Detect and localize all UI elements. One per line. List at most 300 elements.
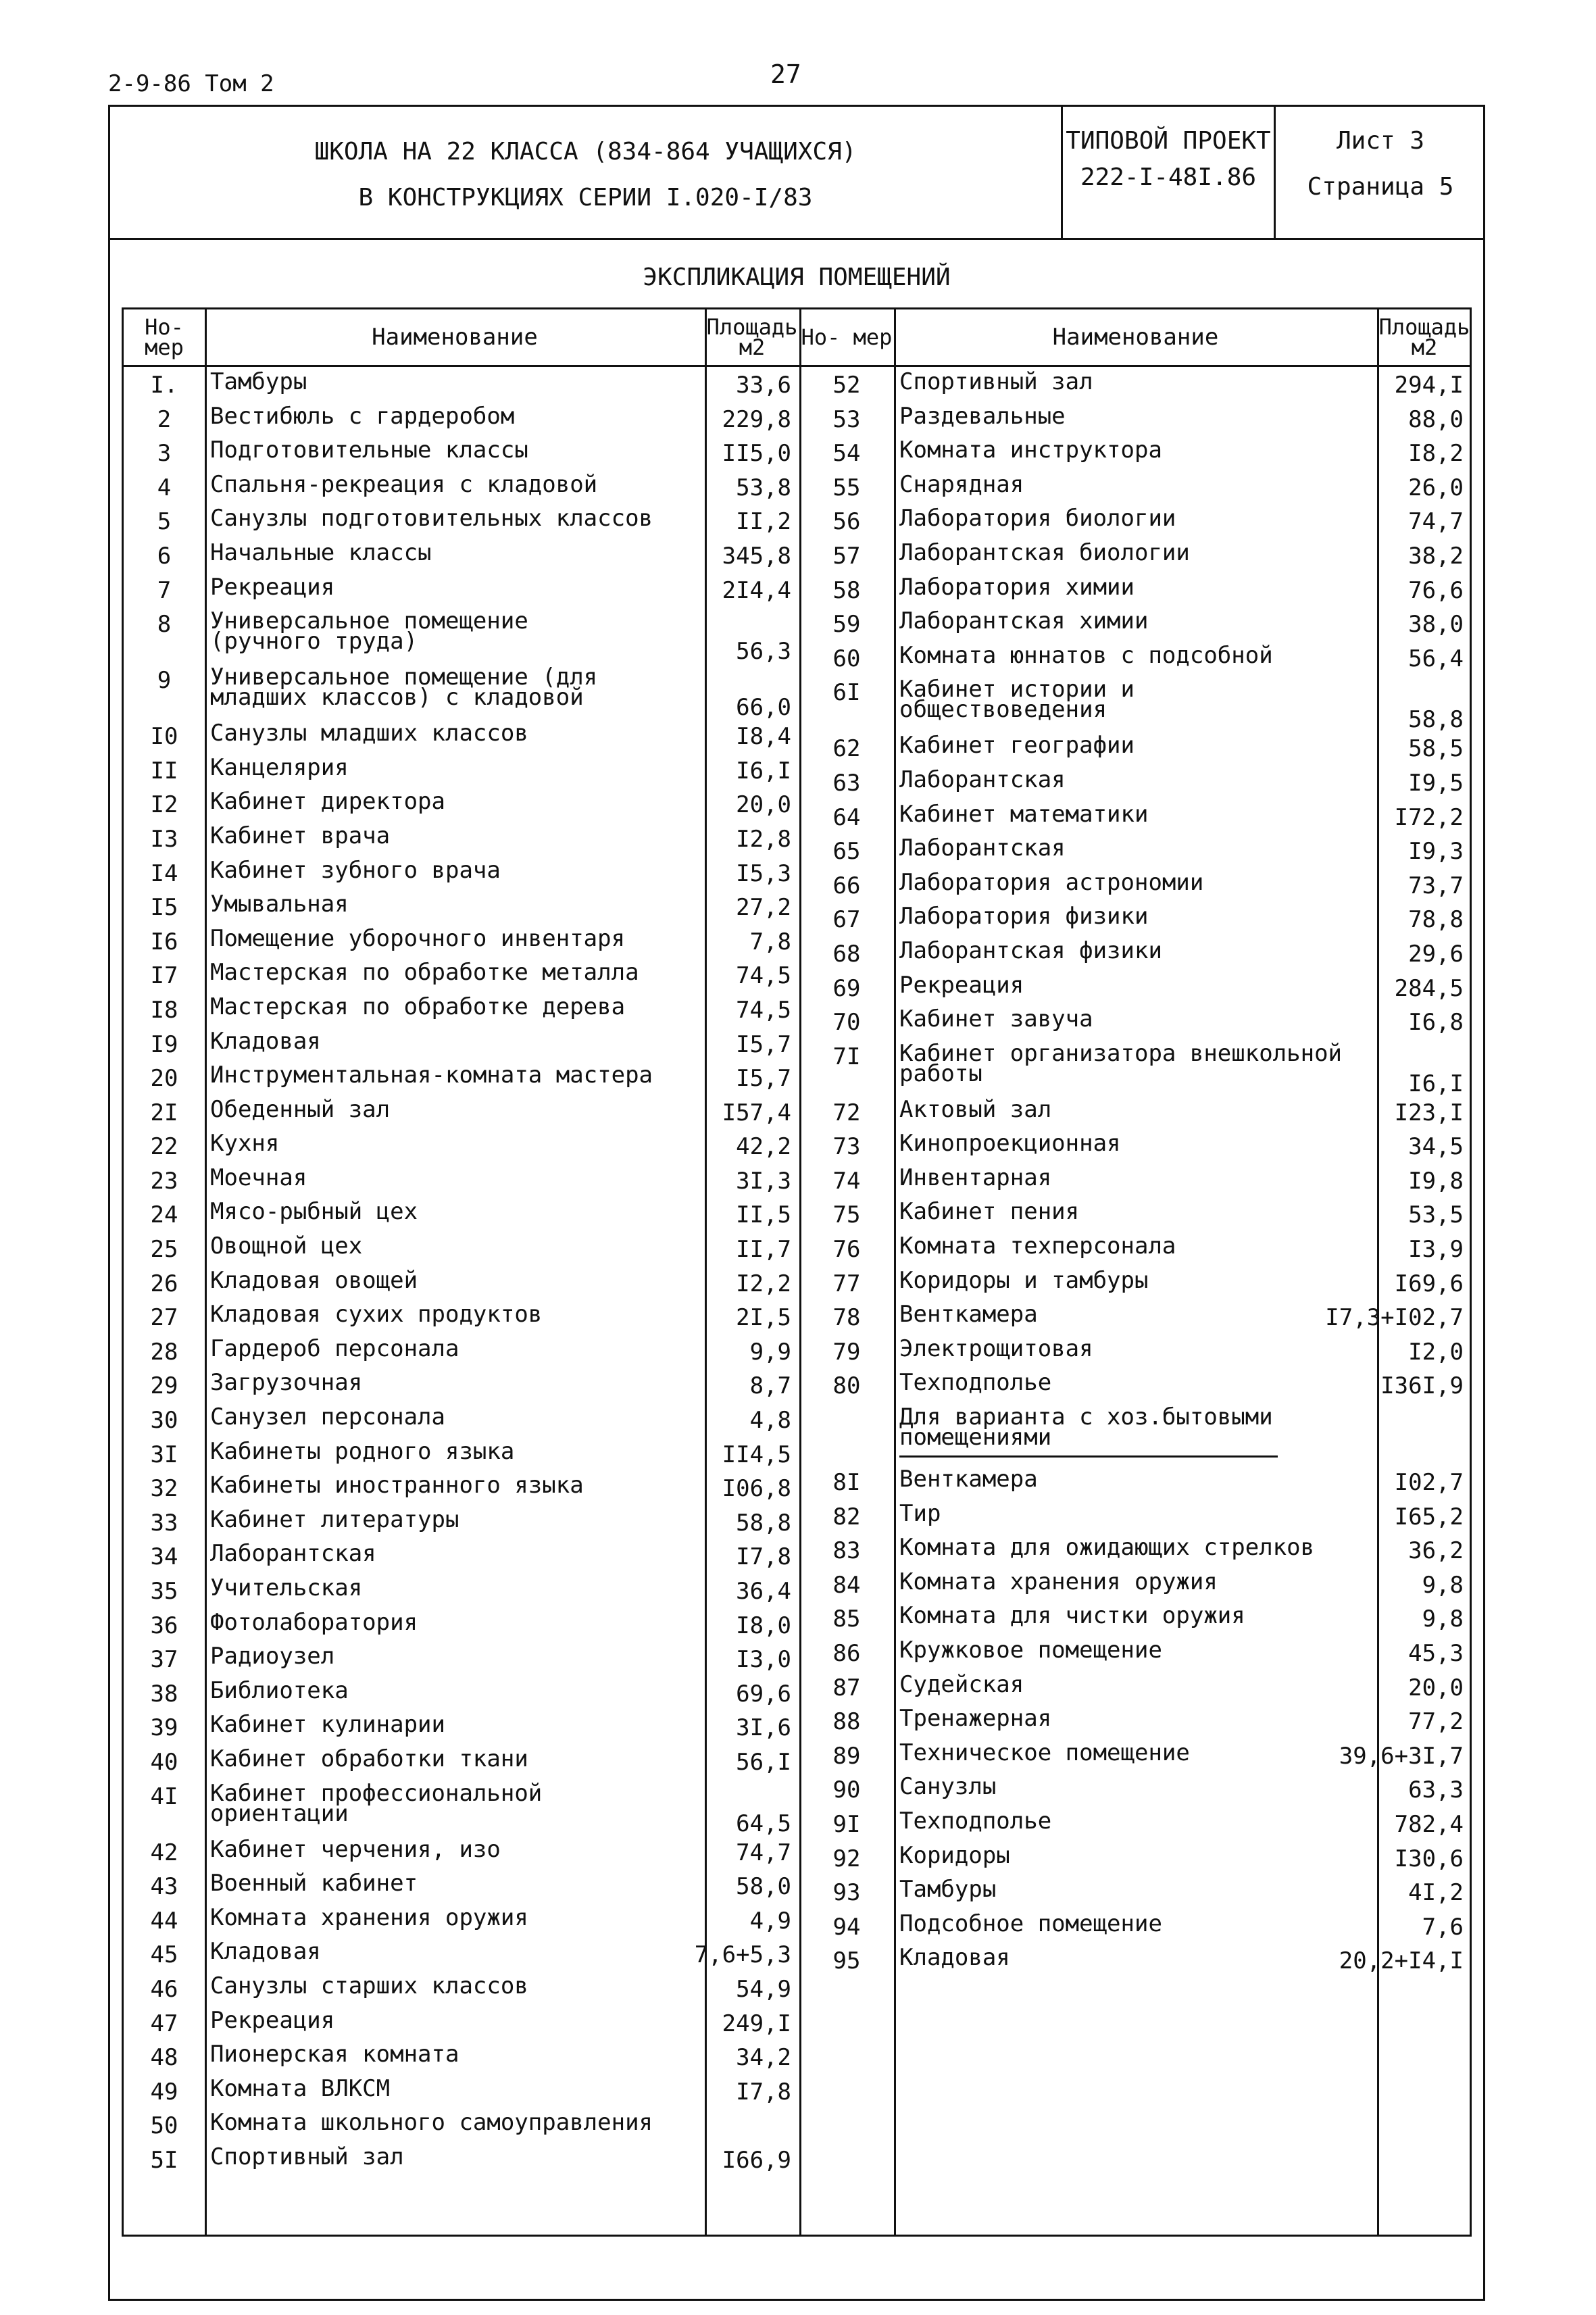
room-name <box>210 664 598 712</box>
room-name-line: Кинопроекционная <box>899 1130 1121 1158</box>
room-area: 77,2 <box>1408 1708 1464 1736</box>
table-row <box>799 938 1472 972</box>
room-area: 76,6 <box>1408 576 1464 604</box>
room-name <box>210 1608 418 1636</box>
room-number: I3 <box>150 825 178 853</box>
room-name <box>899 1301 1038 1328</box>
room-area: 58,5 <box>1408 735 1464 763</box>
room-number: 68 <box>832 940 861 968</box>
table-row <box>799 1603 1472 1637</box>
room-area: I9,8 <box>1408 1167 1464 1195</box>
table-row <box>124 1370 799 1404</box>
room-name-line: Техническое помещение <box>899 1739 1190 1766</box>
room-name-line: Кладовая <box>899 1944 1010 1972</box>
room-number: 26 <box>150 1270 178 1297</box>
room-name <box>210 1676 349 1704</box>
table-row <box>124 857 799 892</box>
room-area: 36,4 <box>736 1578 791 1605</box>
table-row <box>799 1569 1472 1603</box>
table-row <box>124 1541 799 1575</box>
table-row <box>124 1130 799 1165</box>
room-name <box>899 1039 1343 1087</box>
room-name <box>210 1369 363 1397</box>
room-area: I6,I <box>736 757 791 785</box>
room-area: 74,7 <box>736 1839 791 1866</box>
room-name-line: (ручного труда) <box>210 628 418 655</box>
table-row <box>799 1466 1472 1501</box>
room-name <box>210 1095 391 1123</box>
room-area: 4,8 <box>749 1407 791 1435</box>
room-name <box>899 1369 1052 1397</box>
room-name-line: Кладовая <box>210 1938 321 1966</box>
room-name <box>899 937 1162 964</box>
room-name-line: Лаборатория астрономии <box>899 868 1204 896</box>
room-number: I0 <box>150 723 178 751</box>
room-name <box>899 1005 1093 1033</box>
room-name-line: Моечная <box>210 1164 307 1191</box>
room-name <box>210 788 445 816</box>
room-area: I9,5 <box>1408 769 1464 797</box>
room-area: 63,3 <box>1408 1776 1464 1804</box>
room-name-line: Вестибюль с гардеробом <box>210 402 515 430</box>
room-area: 56,4 <box>1408 645 1464 672</box>
room-name <box>210 470 598 498</box>
room-number: 36 <box>150 1612 178 1639</box>
room-name-line: Техподполье <box>899 1369 1052 1397</box>
room-area: 54,9 <box>736 1975 791 2003</box>
room-name-line: Спортивный зал <box>210 2143 404 2170</box>
table-row <box>124 720 799 755</box>
table-row <box>124 1233 799 1268</box>
table-row <box>124 1199 799 1233</box>
room-name <box>899 1944 1010 1972</box>
page-number: 27 <box>770 59 801 89</box>
table-row <box>124 1746 799 1781</box>
room-area: 20,0 <box>1408 1674 1464 1701</box>
room-name <box>899 1773 997 1801</box>
room-number: 44 <box>150 1907 178 1935</box>
room-name <box>210 1198 418 1226</box>
room-name-line: Лаборантская химии <box>899 607 1149 635</box>
room-number: 95 <box>832 1947 861 1975</box>
room-name-line: Комната для ожидающих стрелков <box>899 1534 1315 1562</box>
table-row <box>799 1672 1472 1706</box>
room-name <box>899 1568 1218 1595</box>
room-area: I6,I <box>1408 1070 1464 1097</box>
room-area: I30,6 <box>1394 1845 1464 1872</box>
room-name <box>210 993 626 1020</box>
room-area: 8,7 <box>749 1372 791 1400</box>
room-name <box>899 1198 1080 1226</box>
title-cell <box>110 107 1063 238</box>
room-area: 229,8 <box>722 405 791 433</box>
room-name <box>210 437 528 464</box>
room-name-line: Комната ВЛКСМ <box>210 2074 391 2102</box>
room-number: 59 <box>832 611 861 639</box>
room-name-line: ориентации <box>210 1799 349 1827</box>
room-area: 7,6+5,3 <box>694 1941 791 1969</box>
table-row <box>124 994 799 1028</box>
room-name-line: Санузлы младших классов <box>210 720 528 747</box>
room-name-line: Электрощитовая <box>899 1335 1093 1362</box>
room-number: 83 <box>832 1537 861 1565</box>
room-area: II,5 <box>736 1201 791 1229</box>
table-row <box>799 1706 1472 1740</box>
room-area: I2,8 <box>736 825 791 853</box>
room-area: II4,5 <box>722 1441 791 1468</box>
room-name <box>210 1779 543 1827</box>
room-number: 56 <box>832 508 861 536</box>
room-area: 39,6+3I,7 <box>1339 1742 1464 1770</box>
room-area: 38,2 <box>1408 542 1464 570</box>
room-number: 43 <box>150 1873 178 1901</box>
room-name-line: Пионерская комната <box>210 2041 459 2068</box>
room-area: 249,I <box>722 2010 791 2037</box>
table-row <box>799 767 1472 801</box>
room-name <box>899 766 1066 793</box>
room-name-line: Мастерская по обработке дерева <box>210 993 626 1020</box>
room-area: I8,0 <box>736 1612 791 1639</box>
room-area: I69,6 <box>1394 1270 1464 1297</box>
table-row <box>799 972 1472 1007</box>
room-number: I5 <box>150 894 178 922</box>
room-area: 20,0 <box>736 791 791 819</box>
table-row <box>124 2076 799 2110</box>
room-name <box>210 856 501 884</box>
room-name <box>899 1910 1162 1937</box>
room-number: I7 <box>150 962 178 990</box>
room-number: 40 <box>150 1748 178 1776</box>
room-name <box>210 1027 321 1055</box>
room-name-line: Гардероб персонала <box>210 1335 459 1362</box>
room-number: 63 <box>832 769 861 797</box>
room-number: 58 <box>832 576 861 604</box>
room-area: I5,3 <box>736 860 791 887</box>
room-name-line: Комната школьного самоуправления <box>210 2109 653 2137</box>
room-number: II <box>150 757 178 785</box>
room-area: 20,2+I4,I <box>1339 1947 1464 1975</box>
table-row <box>799 643 1472 677</box>
room-number: 5I <box>150 2146 178 2174</box>
table-row <box>799 870 1472 904</box>
room-area: I6,8 <box>1408 1009 1464 1037</box>
subhead-underline <box>899 1455 1278 1458</box>
room-name <box>899 470 1024 498</box>
room-number: 62 <box>832 735 861 763</box>
room-name <box>210 1870 418 1897</box>
table-row <box>124 926 799 960</box>
room-number: 45 <box>150 1941 178 1969</box>
table-row <box>799 1808 1472 1843</box>
table-row <box>124 2144 799 2179</box>
room-number: 35 <box>150 1578 178 1605</box>
room-number: 66 <box>832 872 861 899</box>
room-number: 3I <box>150 1441 178 1468</box>
table-row <box>124 472 799 506</box>
room-area: 34,2 <box>736 2044 791 2072</box>
room-name <box>210 2074 391 2102</box>
room-name-line: Радиоузел <box>210 1643 335 1670</box>
room-name <box>210 1472 584 1499</box>
room-number: 74 <box>832 1167 861 1195</box>
room-name <box>899 732 1134 760</box>
room-number: 9I <box>832 1810 861 1838</box>
room-area: I7,8 <box>736 1543 791 1571</box>
room-area: 27,2 <box>736 894 791 922</box>
table-row <box>799 1130 1472 1165</box>
room-number: 47 <box>150 2010 178 2037</box>
project-cell <box>1063 107 1276 238</box>
table-row <box>124 891 799 926</box>
room-area: 4,9 <box>749 1907 791 1935</box>
room-name <box>899 1602 1245 1630</box>
room-number: 80 <box>832 1372 861 1400</box>
room-name-line: Кухня <box>210 1130 280 1158</box>
room-area: II5,0 <box>722 440 791 468</box>
room-area: 88,0 <box>1408 405 1464 433</box>
room-number: 76 <box>832 1236 861 1264</box>
room-name <box>210 1505 459 1533</box>
room-name-line: Снарядная <box>899 470 1024 498</box>
room-name <box>210 1540 376 1568</box>
room-name-line: Кладовая овощей <box>210 1266 418 1294</box>
table-row <box>799 574 1472 609</box>
table-row <box>799 1911 1472 1945</box>
room-name <box>210 1437 515 1465</box>
header-name-left: Наименование <box>372 324 538 351</box>
table-row <box>799 801 1472 836</box>
room-name-line: работы <box>899 1060 982 1087</box>
room-area: 74,5 <box>736 962 791 990</box>
room-number: 88 <box>832 1708 861 1736</box>
table-row <box>124 1712 799 1746</box>
room-area: 9,9 <box>749 1338 791 1366</box>
room-number: 49 <box>150 2078 178 2106</box>
room-name <box>210 959 639 987</box>
room-number: 5 <box>157 508 172 536</box>
room-number: 77 <box>832 1270 861 1297</box>
room-name <box>899 1095 1052 1123</box>
room-name <box>210 1403 445 1431</box>
room-area: 3I,6 <box>736 1714 791 1742</box>
table-row <box>124 823 799 857</box>
header-area-left: Площадь м2 <box>706 314 798 360</box>
room-area: 56,3 <box>736 638 791 666</box>
table-row <box>124 1472 799 1507</box>
table-row <box>124 1643 799 1678</box>
room-area: 26,0 <box>1408 474 1464 501</box>
room-area: I2,2 <box>736 1270 791 1297</box>
header-num-left: Но- мер <box>145 314 184 360</box>
table-row <box>799 1370 1472 1404</box>
table-row <box>799 1945 1472 1979</box>
room-name <box>899 539 1190 566</box>
room-area: 9,8 <box>1422 1571 1464 1599</box>
room-area: 36,2 <box>1408 1537 1464 1565</box>
room-name-line: Обеденный зал <box>210 1095 391 1123</box>
room-area: 74,7 <box>1408 508 1464 536</box>
room-number: 3 <box>157 440 172 468</box>
room-area: 58,0 <box>736 1873 791 1901</box>
room-name <box>210 539 432 566</box>
room-name <box>210 368 307 395</box>
room-name-line: Спортивный зал <box>899 368 1093 395</box>
room-name-line: Лаборатория химии <box>899 573 1134 601</box>
table-row <box>124 1939 799 1973</box>
room-name <box>210 1266 418 1294</box>
room-number: 42 <box>150 1839 178 1866</box>
table-row <box>799 1637 1472 1672</box>
room-number: 48 <box>150 2044 178 2072</box>
project-label: ТИПОВОЙ ПРОЕКТ <box>1066 127 1271 155</box>
room-name-line: Комната техперсонала <box>899 1233 1176 1260</box>
table-row <box>799 676 1472 732</box>
room-area: I8,4 <box>736 723 791 751</box>
room-name-line: Подготовительные классы <box>210 437 528 464</box>
room-name-line: Лаборантская <box>899 766 1066 793</box>
room-name-line: Подсобное помещение <box>899 1910 1162 1937</box>
room-number: 89 <box>832 1742 861 1770</box>
table-row <box>124 1837 799 1871</box>
room-name <box>210 402 515 430</box>
table-row <box>799 835 1472 870</box>
table-row <box>124 2041 799 2076</box>
document-code: 2-9-86 Том 2 <box>108 70 274 97</box>
room-name <box>210 2006 335 2034</box>
room-number: 50 <box>150 2112 178 2140</box>
room-number: 65 <box>832 838 861 866</box>
room-number: 73 <box>832 1133 861 1161</box>
room-name <box>899 1534 1315 1562</box>
table-row <box>124 1268 799 1302</box>
table-row <box>799 1336 1472 1370</box>
room-area: 284,5 <box>1394 974 1464 1002</box>
room-name <box>899 607 1149 635</box>
room-area: 782,4 <box>1394 1810 1464 1838</box>
room-number: 92 <box>832 1845 861 1872</box>
room-name-line: Библиотека <box>210 1676 349 1704</box>
room-number: 24 <box>150 1201 178 1229</box>
room-name-line: Рекреация <box>210 573 335 601</box>
room-name-line: Кладовая <box>210 1027 321 1055</box>
header-name-right: Наименование <box>1052 324 1219 351</box>
room-number: 46 <box>150 1975 178 2003</box>
room-name <box>899 1807 1052 1835</box>
room-name-line: Овощной цех <box>210 1233 363 1260</box>
room-area: I9,3 <box>1408 838 1464 866</box>
table-row <box>799 437 1472 472</box>
room-name <box>899 1705 1052 1733</box>
room-area: 38,0 <box>1408 611 1464 639</box>
room-name-line: Кабинет директора <box>210 788 445 816</box>
room-name-line: Кабинет зубного врача <box>210 856 501 884</box>
room-name <box>210 924 626 952</box>
room-name-line: Инструментальная-комната мастера <box>210 1062 653 1089</box>
room-number: 54 <box>832 440 861 468</box>
room-name-line: Рекреация <box>210 2006 335 2034</box>
room-name-line: Санузел персонала <box>210 1403 445 1431</box>
room-name-line: Лаборантская биологии <box>899 539 1190 566</box>
room-area: 74,5 <box>736 996 791 1024</box>
table-row <box>124 1097 799 1131</box>
room-name <box>899 971 1024 999</box>
room-name <box>899 1670 1024 1698</box>
room-name-line: Кабинет географии <box>899 732 1134 760</box>
table-row <box>124 1678 799 1712</box>
room-area: 64,5 <box>736 1810 791 1837</box>
table-row <box>799 403 1472 438</box>
room-number: 53 <box>832 405 861 433</box>
room-name-line: Кабинет профессиональной <box>210 1779 543 1807</box>
room-number: I4 <box>150 860 178 887</box>
room-area: 3I,3 <box>736 1167 791 1195</box>
room-name <box>210 1164 307 1191</box>
title-line-1: ШКОЛА НА 22 КЛАССА (834-864 УЧАЩИХСЯ) <box>314 138 857 166</box>
room-number: 4 <box>157 474 172 501</box>
table-row <box>799 1501 1472 1535</box>
room-name <box>899 1841 1010 1869</box>
table-row <box>799 608 1472 643</box>
room-name-line: Умывальная <box>210 891 349 918</box>
room-name-line: младших классов) с кладовой <box>210 684 584 712</box>
table-row <box>124 960 799 994</box>
room-number: 23 <box>150 1167 178 1195</box>
room-number: 32 <box>150 1475 178 1503</box>
room-number: 9 <box>157 667 172 695</box>
room-name-line: Помещение уборочного инвентаря <box>210 924 626 952</box>
table-row <box>799 1097 1472 1131</box>
table-row <box>799 732 1472 767</box>
table-row <box>799 1199 1472 1233</box>
room-name <box>899 368 1093 395</box>
room-area: I72,2 <box>1394 803 1464 831</box>
room-area: 9,8 <box>1422 1605 1464 1633</box>
room-name-line: Судейская <box>899 1670 1024 1698</box>
room-name-line: Канцелярия <box>210 753 349 781</box>
room-name <box>899 1403 1273 1451</box>
room-name <box>210 1130 280 1158</box>
room-name-line: Тамбуры <box>899 1876 997 1903</box>
room-name-line: Военный кабинет <box>210 1870 418 1897</box>
room-number: 90 <box>832 1776 861 1804</box>
room-area: 78,8 <box>1408 906 1464 934</box>
room-name-line: Лаборатория биологии <box>899 505 1176 532</box>
room-area: 45,3 <box>1408 1640 1464 1667</box>
room-name-line: Санузлы старших классов <box>210 1972 528 1999</box>
table-row <box>799 1774 1472 1808</box>
room-number: 67 <box>832 906 861 934</box>
table-row <box>124 2008 799 2042</box>
header-divider <box>124 365 1470 367</box>
room-name-line: Мастерская по обработке металла <box>210 959 639 987</box>
room-name <box>210 1335 459 1362</box>
room-name-line: Кабинет врача <box>210 822 391 849</box>
room-name <box>899 835 1066 862</box>
room-area: I3,9 <box>1408 1236 1464 1264</box>
room-name-line: Кабинеты родного языка <box>210 1437 515 1465</box>
room-number: 82 <box>832 1503 861 1530</box>
room-name <box>210 822 391 849</box>
room-number: 6I <box>832 679 861 707</box>
room-name-line: Комната хранения оружия <box>899 1568 1218 1595</box>
header-area-right: Площадь м2 <box>1378 314 1470 360</box>
table-row <box>124 1062 799 1097</box>
room-number: 28 <box>150 1338 178 1366</box>
room-area: 345,8 <box>722 542 791 570</box>
room-name <box>899 800 1149 828</box>
room-area: 294,I <box>1394 372 1464 399</box>
room-name <box>899 1266 1149 1294</box>
